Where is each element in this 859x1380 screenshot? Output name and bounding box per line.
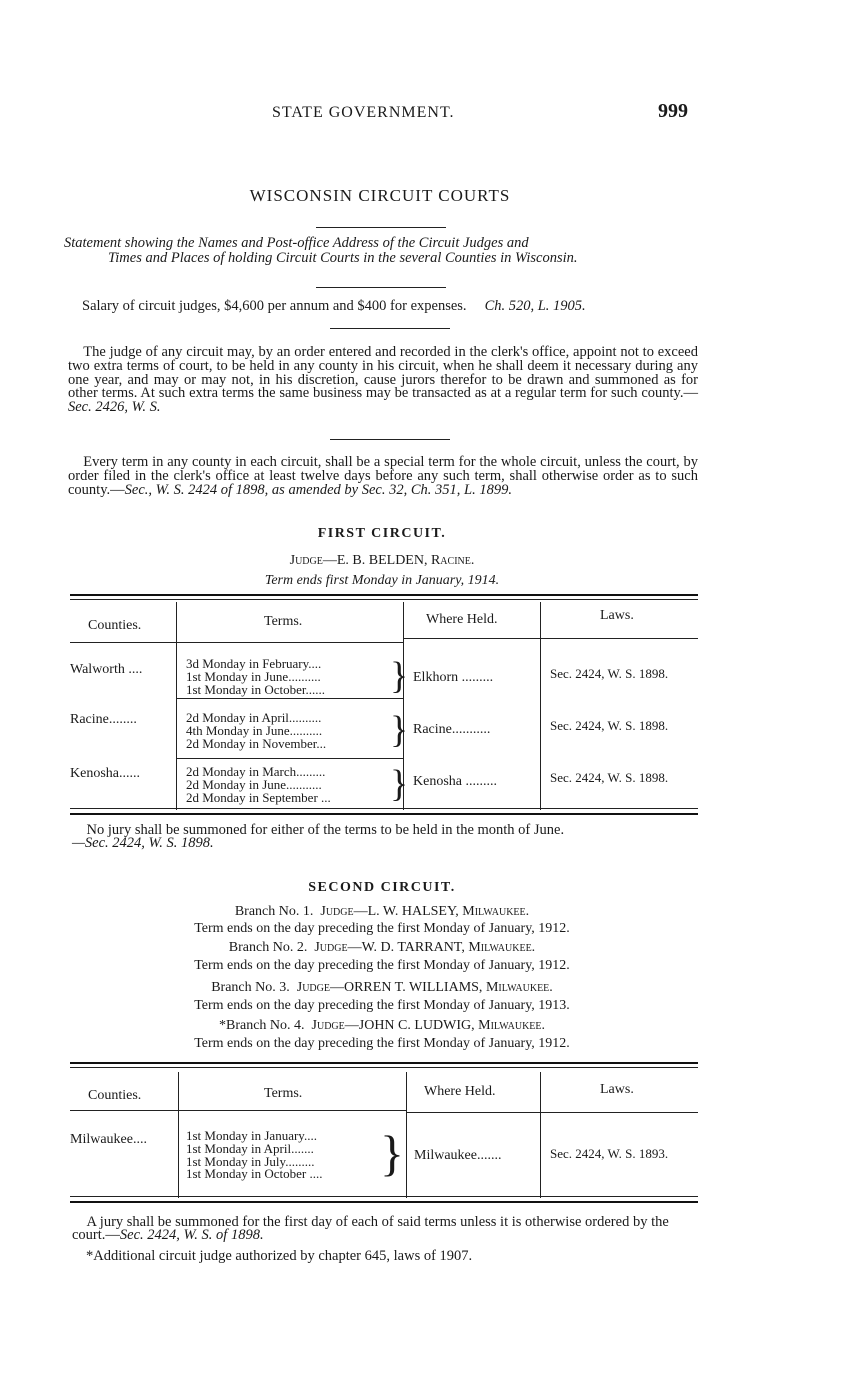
row-laws: Sec. 2424, W. S. 1898. [550, 770, 669, 785]
table-top-rule [70, 594, 698, 596]
table-top-rule-inner [70, 1067, 698, 1068]
first-circuit-note-text: No jury shall be summoned for either of the terms to be held in the month of June. [86, 822, 565, 838]
term-line: 2d Monday in September ... [186, 789, 331, 805]
branch-1-term: Term ends on the day preceding the first Monday of January, 1912. [194, 921, 570, 936]
branch-label: *Branch No. 4. [218, 1018, 305, 1033]
salary-line [82, 298, 586, 315]
judge-name: L. W. HALSEY, [367, 904, 459, 919]
judge-city: Milwaukee. [485, 980, 553, 995]
extra-terms-citation: Sec. 2426, W. S. [68, 399, 161, 416]
header-rule [406, 1112, 698, 1113]
judge-prefix: Judge— [296, 980, 344, 995]
branch-3-term: Term ends on the day preceding the first Monday of January, 1913. [194, 998, 570, 1013]
row-rule [176, 758, 403, 759]
salary-citation: Ch. 520, L. 1905. [484, 298, 586, 314]
column-divider [176, 602, 177, 810]
column-divider [540, 1072, 541, 1198]
column-divider [178, 1072, 179, 1198]
term-line: 1st Monday in October...... [186, 681, 326, 697]
branch-label: Branch No. 2. [228, 940, 308, 955]
table-top-rule-inner [70, 599, 698, 600]
divider-rule [316, 227, 446, 228]
divider-rule [330, 439, 450, 440]
judge-name: ORREN T. WILLIAMS, [343, 980, 483, 995]
row-terms [186, 766, 331, 804]
term-line: 1st Monday in October .... [186, 1166, 323, 1182]
row-where-held: Racine........... [413, 722, 491, 737]
column-divider [540, 602, 541, 810]
judge-city: Racine. [430, 553, 475, 568]
term-line: 3d Monday in February.... [186, 656, 322, 671]
header-rule [403, 638, 698, 639]
row-where-held: Milwaukee....... [414, 1148, 502, 1163]
judge-name: E. B. BELDEN, [336, 553, 428, 568]
row-terms [186, 1130, 322, 1181]
footnote: *Additional circuit judge authorized by chapter 645, laws of 1907. [86, 1248, 473, 1264]
row-laws: Sec. 2424, W. S. 1893. [550, 1146, 669, 1161]
brace-symbol: } [390, 655, 409, 697]
term-line: 2d Monday in April.......... [186, 710, 322, 725]
first-circuit-note [72, 824, 700, 850]
header-where-held: Where Held. [426, 612, 498, 627]
first-circuit-judge [0, 553, 764, 569]
special-term-citation: Sec., W. S. 2424 of 1898, as amended by Sec. 32, Ch. 351, L. 1899. [124, 481, 512, 498]
term-line: 1st Monday in June.......... [186, 668, 321, 684]
first-circuit-note-citation: —Sec. 2424, W. S. 1898. [72, 835, 214, 851]
statement-heading [64, 236, 704, 266]
first-circuit-term-ends: Term ends first Monday in January, 1914. [264, 573, 500, 588]
branch-3-judge [0, 980, 764, 996]
running-header-title: STATE GOVERNMENT. [272, 104, 455, 121]
row-county: Kenosha...... [70, 766, 140, 781]
branch-1-judge [0, 904, 764, 920]
term-line: 1st Monday in January.... [186, 1128, 317, 1143]
row-where-held: Kenosha ......... [413, 774, 497, 789]
judge-city: Milwaukee. [462, 904, 530, 919]
row-county: Racine........ [70, 712, 137, 727]
judge-prefix: Judge— [314, 940, 362, 955]
branch-2-judge [0, 940, 764, 956]
first-circuit-table [70, 594, 698, 816]
judge-name: JOHN C. LUDWIG, [358, 1018, 475, 1033]
special-term-text: Every term in any county in each circuit, shall be a special term for the whole circuit, unless the court, by order filed in the clerk's office at least twelve days before any such term, shall otherwise order as to such county.— [68, 454, 698, 498]
column-divider [406, 1072, 407, 1198]
table-bottom-rule [70, 808, 698, 809]
term-line: 2d Monday in November... [186, 735, 327, 751]
header-terms: Terms. [264, 1086, 303, 1101]
header-laws: Laws. [600, 608, 634, 623]
row-laws: Sec. 2424, W. S. 1898. [550, 718, 669, 733]
divider-rule [330, 328, 450, 329]
second-circuit-note [72, 1216, 700, 1242]
page-number: 999 [658, 100, 688, 122]
brace-symbol: } [380, 1125, 404, 1181]
judge-city: Milwaukee. [468, 940, 536, 955]
term-line: 1st Monday in April....... [186, 1140, 314, 1156]
special-term-paragraph [68, 456, 698, 497]
row-laws: Sec. 2424, W. S. 1898. [550, 666, 669, 681]
judge-name: W. D. TARRANT, [361, 940, 465, 955]
branch-4-term: Term ends on the day preceding the first Monday of January, 1912. [194, 1036, 570, 1051]
statement-line-1: Statement showing the Names and Post-office Address of the Circuit Judges and [64, 235, 529, 251]
header-rule [70, 642, 403, 643]
branch-label: Branch No. 3. [211, 980, 290, 995]
judge-city: Milwaukee. [478, 1018, 546, 1033]
salary-text: Salary of circuit judges, $4,600 per annum and $400 for expenses. [82, 298, 467, 314]
brace-symbol: } [390, 763, 409, 805]
row-terms [186, 712, 326, 750]
row-rule [176, 698, 403, 699]
row-where-held: Elkhorn ......... [413, 670, 494, 685]
header-where-held: Where Held. [424, 1084, 496, 1099]
brace-symbol: } [390, 709, 409, 751]
row-terms [186, 658, 325, 696]
extra-terms-paragraph [68, 346, 698, 415]
header-rule [70, 1110, 406, 1111]
judge-prefix: Judge— [289, 553, 337, 568]
first-circuit-title: FIRST CIRCUIT. [317, 526, 447, 541]
divider-rule [316, 287, 446, 288]
extra-terms-text: The judge of any circuit may, by an order entered and recorded in the clerk's office, appoint not to exceed two extra terms of court, to be held in any county in his circuit, when he shall deem it necessary during any one year, and may or may not, in his discretion, cause jurors therefor to be drawn and summoned as for other terms. At such extra terms the same business may be transacted as at a regular term for such county.— [68, 344, 698, 402]
section-title: WISCONSIN CIRCUIT COURTS [249, 186, 511, 205]
header-terms: Terms. [264, 614, 303, 629]
term-line: 2d Monday in June........... [186, 776, 322, 792]
table-bottom-rule-thick [70, 1201, 698, 1203]
term-line: 2d Monday in March......... [186, 764, 326, 779]
branch-label: Branch No. 1. [234, 904, 314, 919]
term-line: 4th Monday in June.......... [186, 722, 323, 738]
header-counties: Counties. [88, 1088, 142, 1103]
row-county: Milwaukee.... [70, 1132, 147, 1147]
branch-2-term: Term ends on the day preceding the first Monday of January, 1912. [194, 958, 570, 973]
second-circuit-note-citation: Sec. 2424, W. S. of 1898. [119, 1227, 264, 1243]
table-bottom-rule-thick [70, 813, 698, 815]
judge-prefix: Judge— [320, 904, 368, 919]
second-circuit-table [70, 1062, 698, 1206]
judge-prefix: Judge— [311, 1018, 359, 1033]
branch-4-judge [0, 1018, 764, 1034]
header-laws: Laws. [600, 1082, 634, 1097]
term-line: 1st Monday in July......... [186, 1153, 315, 1169]
second-circuit-title: SECOND CIRCUIT. [308, 880, 456, 895]
table-top-rule [70, 1062, 698, 1064]
table-bottom-rule [70, 1196, 698, 1197]
row-county: Walworth .... [70, 662, 143, 677]
statement-line-2: Times and Places of holding Circuit Courts in the several Counties in Wisconsin. [108, 250, 578, 266]
header-counties: Counties. [88, 618, 142, 633]
second-circuit-note-text: A jury shall be summoned for the first day of each of said terms unless it is otherwise ordered by the court.— [72, 1214, 669, 1243]
